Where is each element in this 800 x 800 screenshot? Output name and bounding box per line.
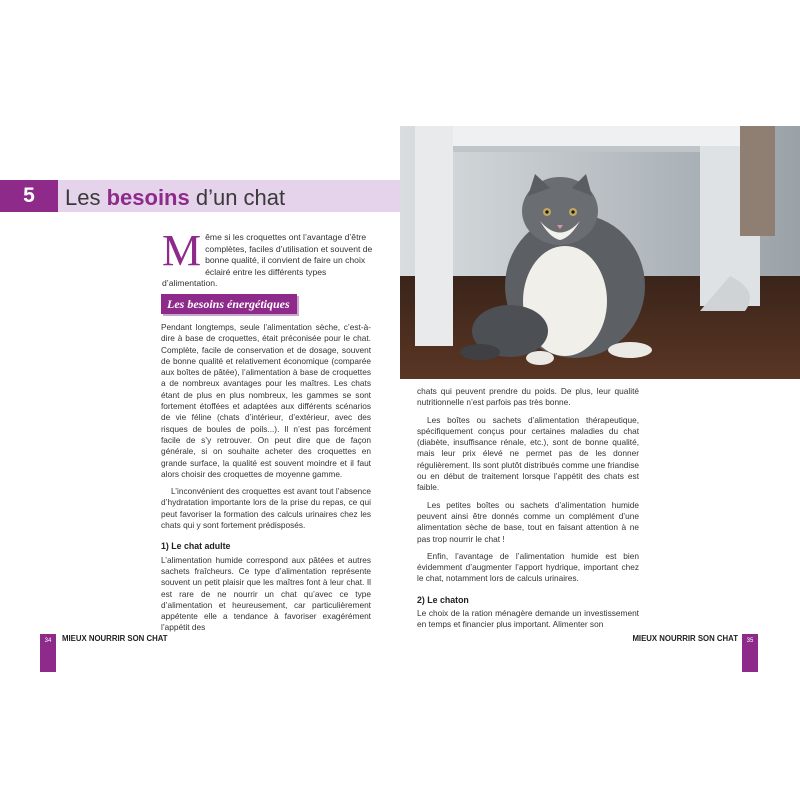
subsection-title: 2) Le chaton (417, 594, 469, 605)
left-column (161, 322, 371, 640)
footer-book-title-right: MIEUX NOURRIR SON CHAT (632, 634, 738, 643)
paragraph: Enfin, l’avantage de l’alimentation humide est bien évidemment d’augmenter l’apport hydrique, important chez le chat, notamment lors de calculs urinaires. (417, 550, 639, 584)
footer-tab-right (742, 634, 758, 672)
chapter-title-highlight: besoins (106, 185, 190, 210)
cat-photo (400, 126, 800, 379)
paragraph: Les boîtes ou sachets d’alimentation thérapeutique, spécifiquement conçus pour certaines maladies du chat (diabète, insuffisance rénale, etc.), sont de bonne qualité, mais leur prix élevé ne permet pas de les donner régulièrement. Ils sont plutôt distribués comme une friandise ou en début de traitement lorsque l’appétit des chats est faible. (417, 414, 639, 493)
subsection-title: 1) Le chat adulte (161, 541, 231, 552)
paragraph: L’alimentation humide correspond aux pâtées et autres sachets fraîcheurs. Ce type d’alimentation représente souvent un petit plaisir que les maîtres font à leur chat. Il est rare de ne nourrir un chat qu’avec ce type d’alimentation et heureusement, car particulièrement appétente elle a tendance à favoriser exagérément l’appétit des (161, 554, 371, 633)
paragraph: Pendant longtemps, seule l’alimentation sèche, c’est-à-dire à base de croquettes, était préconisée pour le chat. Complète, facile de conservation et de dosage, souvent de bonne qualité et relativement économique (comparée aux boîtes de pâtée), l’alimentation à base de croquettes a de nombreux avantages pour les maîtres. Les chats étant de plus en plus nombreux, les gammes se sont fortement étoffées et adaptées aux différents scénarios de vie féline (chats d’intérieur, d’extérieur, avec des risques de boules de poils...). Il n’est pas forcément facile de s’y retrouver. On peut dire que de façon générale, si on souhaite acheter des croquettes en grande surface, la qualité est souvent moindre et il faut alors choisir des croquettes de moyenne gamme. (161, 322, 371, 479)
paragraph: L’inconvénient des croquettes est avant tout l’absence d’hydratation importante lors de la prise du repas, ce qui peut favoriser la formation des calculs urinaires chez les chats qui y sont fortement prédisposés. (161, 486, 371, 531)
intro-paragraph (162, 226, 374, 290)
footer-book-title-left: MIEUX NOURRIR SON CHAT (62, 634, 168, 643)
chapter-number: 5 (0, 180, 58, 212)
right-column (417, 386, 639, 637)
drop-cap: M (162, 226, 202, 275)
intro-text: ême si les croquettes ont l’avantage d’être complètes, faciles d’utilisation et souvent de bonne qualité, il convient de faire un choix éclairé entre les différents types d’alimentation. (162, 232, 373, 289)
page-number-right: 35 (746, 638, 754, 644)
page-number-left: 34 (44, 638, 52, 644)
paragraph: Les petites boîtes ou sachets d’alimentation humide peuvent ainsi être donnés comme un complément d’une alimentation sèche de base, tout en faisant attention à ne pas trop nourrir le chat ! (417, 499, 639, 544)
paragraph: chats qui peuvent prendre du poids. De plus, leur qualité nutritionnelle n’est parfois pas très bonne. (417, 386, 639, 408)
section-heading: Les besoins énergétiques (161, 294, 297, 314)
chapter-title: Les besoins d’un chat (65, 185, 286, 210)
footer-tab-left (40, 634, 56, 672)
paragraph: Le choix de la ration ménagère demande un investissement en temps et financier plus important. Alimenter son (417, 608, 639, 630)
